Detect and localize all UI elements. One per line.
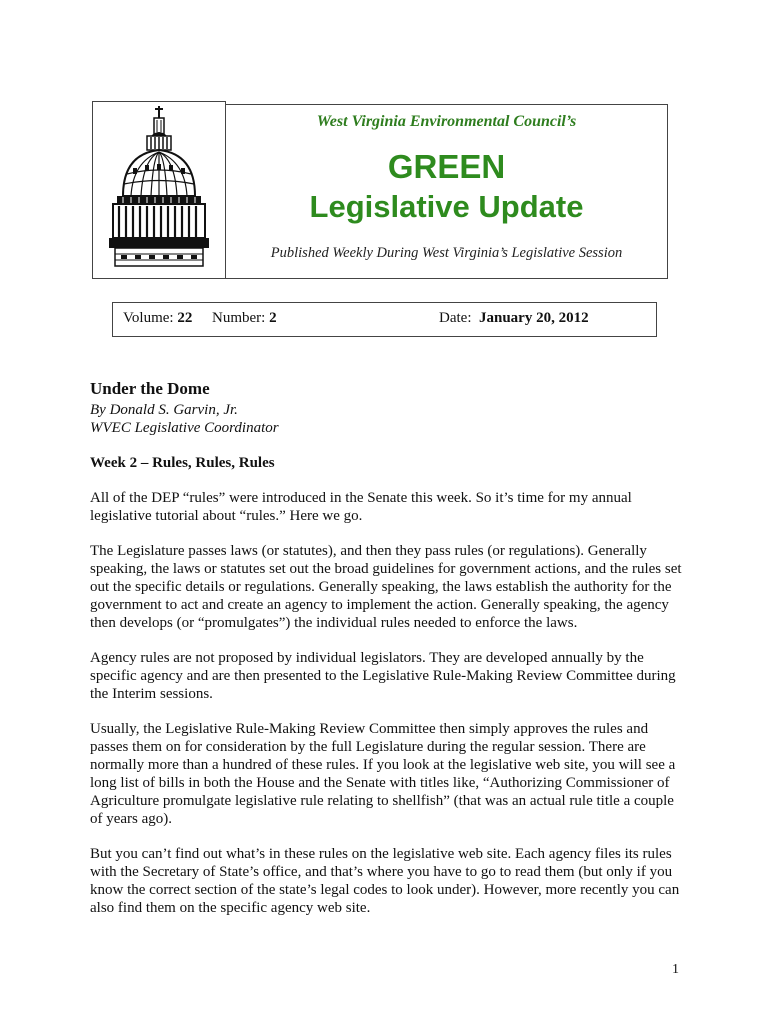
title-green: GREEN xyxy=(387,148,506,185)
paragraph: Usually, the Legislative Rule-Making Review Committee then simply approves the rules and passes them on for consideration by the full Legislature during the regular session. There are normally more than a hundred of these rules. If you look at the legislative web site, you will see a long list of bills in both the House and the Senate with titles like, “Authorizing Commissioner of Agriculture promulgate legislative rule relating to shellfish” (that was an actual rule title a couple of years ago). xyxy=(90,721,676,827)
page-number: 1 xyxy=(672,962,679,977)
number-label: Number: xyxy=(212,310,266,326)
volume-label: Volume: xyxy=(123,310,174,326)
volume-field xyxy=(123,310,192,327)
capitol-dome-icon xyxy=(101,104,217,276)
issue-info-box xyxy=(112,302,657,337)
volume-value: 22 xyxy=(177,310,193,326)
paragraph: The Legislature passes laws (or statutes), and then they pass rules (or regulations). Generally speaking, the laws or statutes set out the broad guidelines for government actions, and the rules set out the specific details or regulations. Generally speaking, the laws establish the authority for the government to act and create an agency to implement the action. Generally speaking, the agency then develops (or “promulgates”) the individual rules needed to enforce the laws. xyxy=(90,543,682,631)
masthead xyxy=(226,104,668,279)
paragraph: All of the DEP “rules” were introduced in the Senate this week. So it’s time for my annual legislative tutorial about “rules.” Here we go. xyxy=(90,490,632,524)
section-title: Under the Dome xyxy=(90,379,210,398)
date-field xyxy=(439,310,589,327)
title-legislative-update: Legislative Update xyxy=(309,189,584,224)
date-value: January 20, 2012 xyxy=(478,310,589,326)
date-label: Date: xyxy=(439,310,472,326)
number-field xyxy=(212,310,277,327)
paragraph: But you can’t find out what’s in these rules on the legislative web site. Each agency files its rules with the Secretary of State’s office, and that’s where you have to go to read them (but only if you know the correct section of the state’s legal codes to look under). However, more recently you can also find them on the specific agency web site. xyxy=(90,846,680,916)
week-heading: Week 2 – Rules, Rules, Rules xyxy=(90,455,275,471)
publication-note: Published Weekly During West Virginia’s Legislative Session xyxy=(270,245,623,261)
paragraph: Agency rules are not proposed by individual legislators. They are developed annually by the specific agency and are then presented to the Legislative Rule-Making Review Committee during the Interim sessions. xyxy=(90,650,676,702)
article xyxy=(90,377,690,917)
author-role: WVEC Legislative Coordinator xyxy=(90,420,279,436)
council-name: West Virginia Environmental Council’s xyxy=(316,113,577,130)
byline: By Donald S. Garvin, Jr. xyxy=(90,402,238,418)
number-value: 2 xyxy=(269,310,277,326)
logo-box xyxy=(92,101,226,279)
